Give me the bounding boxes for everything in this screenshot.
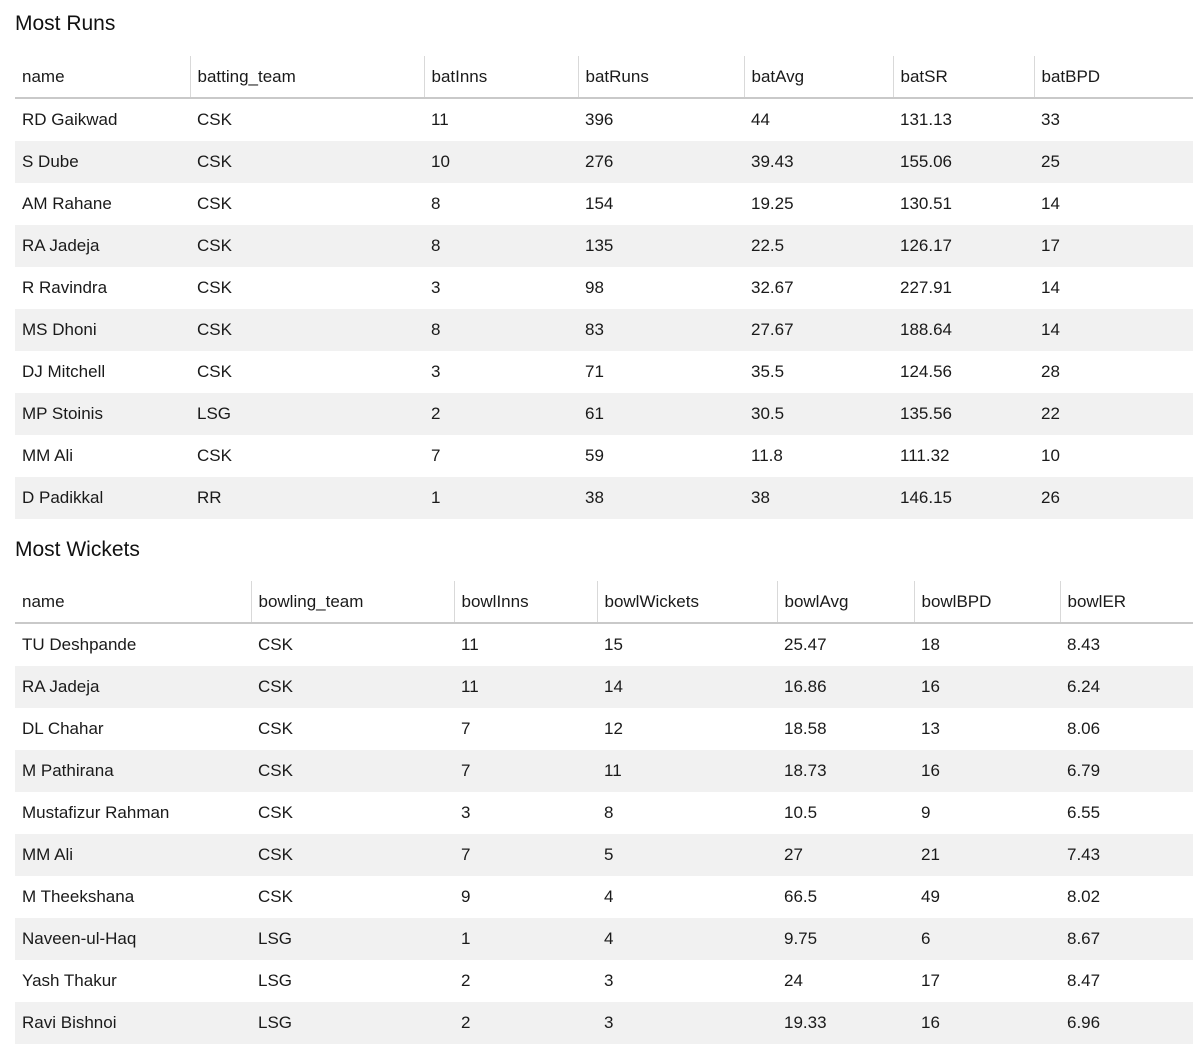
- table-row: [15, 834, 1193, 876]
- cell-batruns: 276: [578, 141, 744, 183]
- column-header-bowlinns: bowlInns: [454, 581, 597, 623]
- column-header-bowlbpd: bowlBPD: [914, 581, 1060, 623]
- cell-bowlinns: 2: [461, 971, 471, 990]
- column-header-name: name: [15, 581, 251, 623]
- cell-bowlbpd: 9: [921, 803, 931, 822]
- most-wickets-body: [15, 623, 1193, 1044]
- cell-name: R Ravindra: [22, 278, 108, 297]
- cell-batsr: 111.32: [900, 446, 950, 465]
- cell-bowling-team: LSG: [251, 1002, 454, 1044]
- cell-bowlinns: 1: [454, 918, 597, 960]
- table-row: [15, 98, 1193, 141]
- cell-batavg: 30.5: [744, 393, 893, 435]
- cell-batting-team: CSK: [190, 225, 424, 267]
- table-row: [15, 623, 1193, 666]
- cell-batavg: 39.43: [744, 141, 893, 183]
- cell-bowlavg: 66.5: [784, 887, 818, 906]
- cell-name: RA Jadeja: [15, 666, 251, 708]
- column-header-bowlwickets: bowlWickets: [597, 581, 777, 623]
- cell-name: TU Deshpande: [22, 635, 137, 654]
- cell-name: Ravi Bishnoi: [15, 1002, 251, 1044]
- most-runs-title: Most Runs: [15, 12, 116, 35]
- cell-bowlinns: 7: [454, 750, 597, 792]
- cell-batavg: 35.5: [751, 362, 785, 381]
- cell-bowlwickets: 15: [604, 635, 623, 654]
- cell-bowler: 6.79: [1060, 750, 1193, 792]
- cell-batsr: 155.06: [893, 141, 1034, 183]
- most-runs-table: [15, 56, 1193, 519]
- column-header-bowlavg: bowlAvg: [777, 581, 914, 623]
- cell-name: MM Ali: [22, 446, 73, 465]
- cell-bowler: 8.67: [1060, 918, 1193, 960]
- cell-batinns: 8: [424, 309, 578, 351]
- cell-batsr: 227.91: [900, 278, 952, 297]
- cell-batavg: 22.5: [744, 225, 893, 267]
- cell-bowlbpd: 16: [914, 666, 1060, 708]
- cell-bowlbpd: 17: [921, 971, 940, 990]
- table-row: [15, 876, 1193, 918]
- cell-bowling-team: CSK: [258, 635, 293, 654]
- column-header-batting-team: batting_team: [190, 56, 424, 98]
- cell-bowling-team: LSG: [258, 971, 293, 990]
- cell-bowlavg: 24: [784, 971, 803, 990]
- cell-batting-team: CSK: [190, 309, 424, 351]
- cell-bowler: 8.02: [1067, 887, 1101, 906]
- cell-batinns: 1: [424, 477, 578, 519]
- cell-name: AM Rahane: [22, 194, 112, 213]
- table-row: [15, 477, 1193, 519]
- cell-batting-team: CSK: [197, 194, 232, 213]
- cell-bowlinns: 7: [454, 834, 597, 876]
- table-row: [15, 960, 1193, 1002]
- cell-batavg: 44: [751, 110, 770, 129]
- cell-batinns: 3: [431, 362, 441, 381]
- cell-bowlinns: 3: [461, 803, 471, 822]
- cell-bowling-team: CSK: [251, 750, 454, 792]
- most-wickets-title: Most Wickets: [15, 538, 140, 561]
- column-header-batinns: batInns: [424, 56, 578, 98]
- cell-bowlavg: 18.58: [784, 719, 827, 738]
- cell-bowlavg: 27: [777, 834, 914, 876]
- cell-bowler: 8.47: [1067, 971, 1101, 990]
- cell-batbpd: 25: [1034, 141, 1193, 183]
- cell-bowlavg: 10.5: [784, 803, 818, 822]
- cell-batinns: 10: [424, 141, 578, 183]
- cell-bowlwickets: 5: [597, 834, 777, 876]
- cell-bowling-team: CSK: [258, 803, 293, 822]
- cell-batsr: 188.64: [893, 309, 1034, 351]
- cell-batsr: 131.13: [900, 110, 952, 129]
- table-row: [15, 351, 1193, 393]
- cell-bowlbpd: 16: [914, 750, 1060, 792]
- cell-bowler: 6.55: [1067, 803, 1101, 822]
- table-row: [15, 309, 1193, 351]
- cell-batruns: 83: [578, 309, 744, 351]
- cell-batbpd: 33: [1041, 110, 1060, 129]
- cell-batavg: 38: [744, 477, 893, 519]
- cell-bowlwickets: 3: [604, 971, 614, 990]
- cell-bowlbpd: 18: [921, 635, 940, 654]
- cell-batinns: 3: [431, 278, 441, 297]
- table-row: [15, 183, 1193, 225]
- cell-batinns: 8: [424, 225, 578, 267]
- cell-bowlbpd: 49: [921, 887, 940, 906]
- header-row: [15, 56, 1193, 98]
- most-runs-body: [15, 98, 1193, 519]
- cell-name: S Dube: [15, 141, 190, 183]
- cell-bowling-team: CSK: [258, 887, 293, 906]
- cell-bowler: 8.06: [1067, 719, 1101, 738]
- cell-bowling-team: LSG: [251, 918, 454, 960]
- cell-batruns: 396: [585, 110, 614, 129]
- cell-batruns: 71: [585, 362, 604, 381]
- cell-name: Mustafizur Rahman: [22, 803, 170, 822]
- cell-batsr: 124.56: [900, 362, 952, 381]
- cell-batruns: 154: [585, 194, 614, 213]
- cell-bowling-team: CSK: [258, 719, 293, 738]
- cell-batavg: 19.25: [751, 194, 794, 213]
- cell-batruns: 38: [578, 477, 744, 519]
- cell-bowlbpd: 13: [921, 719, 940, 738]
- cell-batbpd: 26: [1034, 477, 1193, 519]
- most-wickets-table: [15, 581, 1193, 1044]
- cell-bowlinns: 9: [461, 887, 471, 906]
- cell-batting-team: CSK: [197, 446, 232, 465]
- column-header-name: name: [15, 56, 190, 98]
- table-row: [15, 750, 1193, 792]
- cell-bowlwickets: 4: [604, 887, 614, 906]
- cell-batinns: 8: [431, 194, 441, 213]
- cell-bowling-team: CSK: [251, 666, 454, 708]
- cell-name: MS Dhoni: [15, 309, 190, 351]
- cell-bowlbpd: 6: [914, 918, 1060, 960]
- cell-bowlavg: 25.47: [784, 635, 827, 654]
- cell-batruns: 135: [578, 225, 744, 267]
- column-header-batruns: batRuns: [578, 56, 744, 98]
- cell-bowler: 6.24: [1060, 666, 1193, 708]
- cell-batsr: 146.15: [893, 477, 1034, 519]
- table-row: [15, 267, 1193, 309]
- cell-bowlavg: 19.33: [777, 1002, 914, 1044]
- column-header-batsr: batSR: [893, 56, 1034, 98]
- cell-bowlwickets: 4: [597, 918, 777, 960]
- table-row: [15, 1002, 1193, 1044]
- cell-batinns: 7: [431, 446, 441, 465]
- table-row: [15, 666, 1193, 708]
- cell-batsr: 135.56: [893, 393, 1034, 435]
- cell-batsr: 130.51: [900, 194, 952, 213]
- cell-batting-team: CSK: [197, 278, 232, 297]
- cell-batbpd: 14: [1041, 278, 1060, 297]
- column-header-batavg: batAvg: [744, 56, 893, 98]
- cell-bowlbpd: 16: [914, 1002, 1060, 1044]
- table-row: [15, 918, 1193, 960]
- cell-batruns: 61: [578, 393, 744, 435]
- cell-batting-team: RR: [190, 477, 424, 519]
- cell-bowling-team: CSK: [251, 834, 454, 876]
- table-row: [15, 435, 1193, 477]
- cell-batruns: 98: [585, 278, 604, 297]
- cell-batting-team: CSK: [190, 141, 424, 183]
- cell-batinns: 2: [424, 393, 578, 435]
- table-row: [15, 393, 1193, 435]
- cell-batavg: 11.8: [751, 446, 783, 465]
- cell-bowlwickets: 3: [597, 1002, 777, 1044]
- cell-bowlavg: 18.73: [777, 750, 914, 792]
- cell-name: DL Chahar: [22, 719, 104, 738]
- cell-batavg: 27.67: [744, 309, 893, 351]
- cell-bowlwickets: 14: [597, 666, 777, 708]
- cell-bowler: 7.43: [1060, 834, 1193, 876]
- column-header-bowling-team: bowling_team: [251, 581, 454, 623]
- cell-batbpd: 22: [1034, 393, 1193, 435]
- cell-batbpd: 10: [1041, 446, 1060, 465]
- cell-batbpd: 14: [1034, 309, 1193, 351]
- cell-bowlwickets: 11: [597, 750, 777, 792]
- table-row: [15, 792, 1193, 834]
- cell-bowlavg: 16.86: [777, 666, 914, 708]
- cell-name: Yash Thakur: [22, 971, 117, 990]
- cell-batting-team: CSK: [197, 110, 232, 129]
- cell-bowler: 6.96: [1060, 1002, 1193, 1044]
- table-row: [15, 708, 1193, 750]
- cell-bowlinns: 11: [454, 666, 597, 708]
- header-row: [15, 581, 1193, 623]
- cell-batavg: 32.67: [751, 278, 794, 297]
- cell-batbpd: 28: [1041, 362, 1060, 381]
- table-row: [15, 141, 1193, 183]
- cell-batinns: 11: [431, 110, 449, 129]
- cell-bowlwickets: 8: [604, 803, 614, 822]
- cell-batting-team: CSK: [197, 362, 232, 381]
- cell-bowler: 8.43: [1067, 635, 1101, 654]
- cell-bowlavg: 9.75: [777, 918, 914, 960]
- cell-bowlwickets: 12: [604, 719, 623, 738]
- cell-bowlbpd: 21: [914, 834, 1060, 876]
- cell-name: RD Gaikwad: [22, 110, 118, 129]
- cell-name: RA Jadeja: [15, 225, 190, 267]
- cell-bowlinns: 2: [454, 1002, 597, 1044]
- cell-batbpd: 14: [1041, 194, 1060, 213]
- cell-bowlinns: 7: [461, 719, 471, 738]
- cell-name: M Theekshana: [22, 887, 135, 906]
- cell-batbpd: 17: [1034, 225, 1193, 267]
- cell-batruns: 59: [585, 446, 604, 465]
- most-wickets-header: [15, 581, 1193, 623]
- cell-batsr: 126.17: [893, 225, 1034, 267]
- column-header-bowler: bowlER: [1060, 581, 1193, 623]
- cell-name: MM Ali: [15, 834, 251, 876]
- column-header-batbpd: batBPD: [1034, 56, 1193, 98]
- cell-name: DJ Mitchell: [22, 362, 106, 381]
- cell-name: Naveen-ul-Haq: [15, 918, 251, 960]
- cell-batting-team: LSG: [190, 393, 424, 435]
- most-runs-header: [15, 56, 1193, 98]
- cell-name: D Padikkal: [15, 477, 190, 519]
- cell-name: MP Stoinis: [15, 393, 190, 435]
- cell-name: M Pathirana: [15, 750, 251, 792]
- cell-bowlinns: 11: [461, 635, 479, 654]
- table-row: [15, 225, 1193, 267]
